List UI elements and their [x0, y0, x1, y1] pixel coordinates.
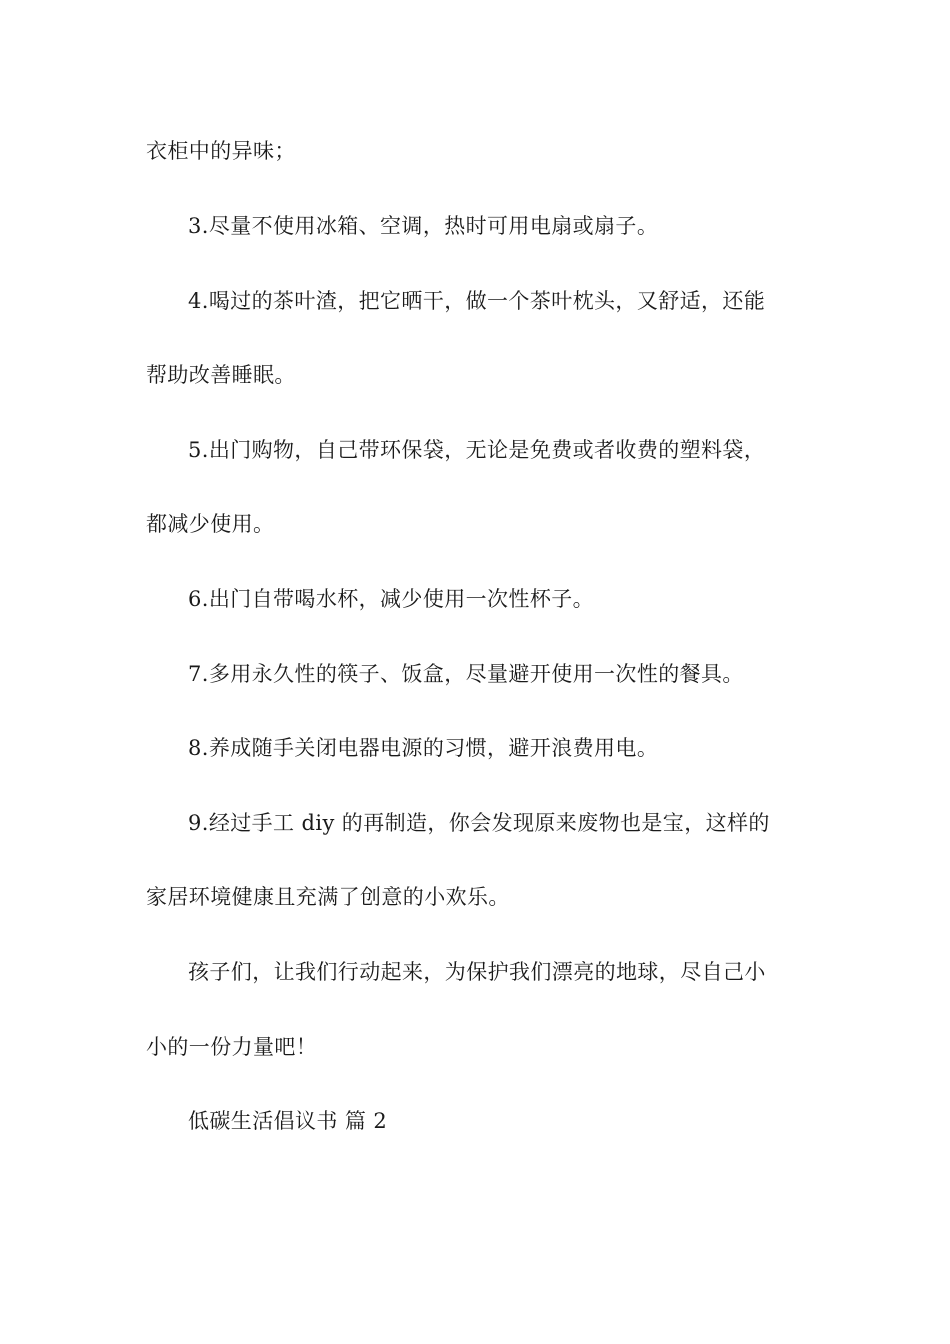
paragraph-line: 家居环境健康且充满了创意的小欢乐。 — [146, 885, 510, 909]
paragraph-line: 9.经过手工 diy 的再制造，你会发现原来废物也是宝，这样的 — [188, 811, 770, 835]
paragraph-line: 4.喝过的茶叶渣，把它晒干，做一个茶叶枕头，又舒适，还能 — [188, 289, 766, 313]
section-heading: 低碳生活倡议书 篇 2 — [188, 1109, 388, 1133]
paragraph-line: 7.多用永久性的筷子、饭盒，尽量避开使用一次性的餐具。 — [188, 662, 744, 686]
paragraph-line: 3.尽量不使用冰箱、空调，热时可用电扇或扇子。 — [188, 214, 659, 238]
paragraph-line: 孩子们，让我们行动起来，为保护我们漂亮的地球，尽自己小 — [188, 960, 766, 984]
paragraph-line: 小的一份力量吧！ — [146, 1035, 318, 1059]
paragraph-line: 6.出门自带喝水杯，减少使用一次性杯子。 — [188, 587, 595, 611]
paragraph-line: 帮助改善睡眠。 — [146, 363, 296, 387]
paragraph-line: 都减少使用。 — [146, 512, 275, 536]
paragraph-line: 衣柜中的异味； — [146, 139, 296, 163]
paragraph-line: 5.出门购物，自己带环保袋，无论是免费或者收费的塑料袋， — [188, 438, 766, 462]
paragraph-line: 8.养成随手关闭电器电源的习惯，避开浪费用电。 — [188, 736, 659, 760]
